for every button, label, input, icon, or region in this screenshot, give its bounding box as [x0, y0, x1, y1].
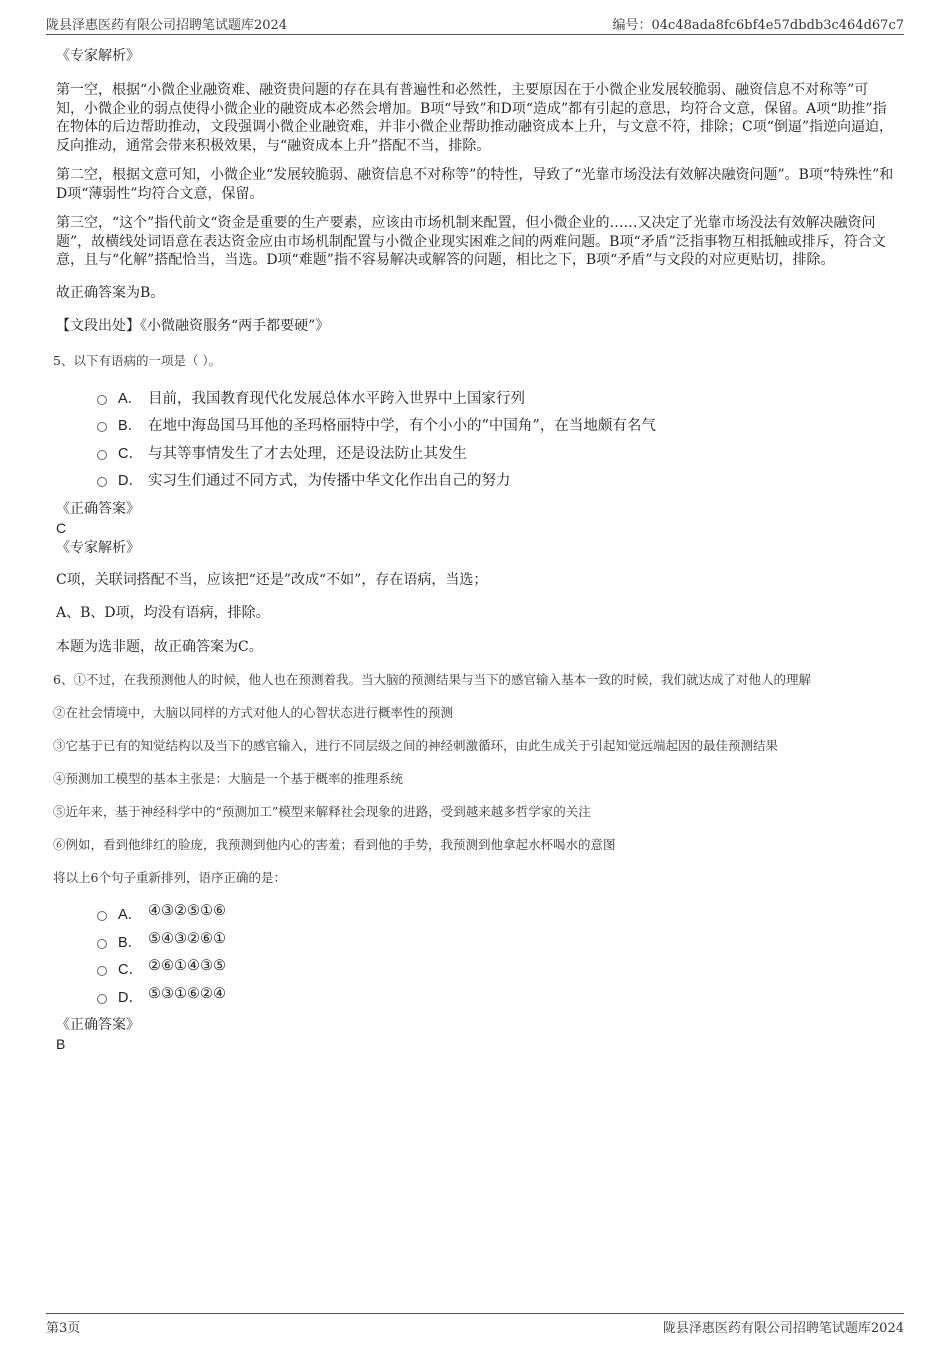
q5-analysis-para-1: C项，关联词搭配不当，应该把“还是”改成“不如”，存在语病，当选；	[56, 571, 488, 588]
option-letter: A．	[118, 390, 143, 407]
q6-sentence-5: ⑤近年来，基于神经科学中的“预测加工”模型来解释社会现象的进路，受到越来越多哲学家的关注	[53, 804, 591, 819]
radio-button[interactable]	[97, 450, 107, 460]
page-footer	[46, 1313, 904, 1334]
radio-button[interactable]	[97, 939, 107, 949]
q5-option-b[interactable]	[56, 414, 896, 442]
q6-option-b[interactable]	[56, 931, 896, 959]
option-text: 在地中海岛国马耳他的圣玛格丽特中学，有个小小的“中国角”，在当地颇有名气	[148, 418, 656, 434]
q5-option-a[interactable]	[56, 387, 896, 415]
q5-analysis-tag: 《专家解析》	[56, 539, 140, 556]
q5-option-c[interactable]	[56, 442, 896, 470]
option-text: ②⑥①④③⑤	[148, 958, 226, 974]
q5-analysis-para-2: A、B、D项，均没有语病，排除。	[56, 605, 270, 621]
option-letter: D．	[118, 989, 143, 1006]
option-text: 实习生们通过不同方式，为传播中华文化作出自己的努力	[148, 473, 511, 489]
q6-option-c[interactable]	[56, 958, 896, 986]
q6-sentence-6: ⑥例如，看到他绯红的脸庞，我预测到他内心的害羞；看到他的手势，我预测到他拿起水杯喝水的意图	[53, 837, 616, 852]
option-letter: D．	[118, 473, 143, 489]
q6-answer-tag: 《正确答案》	[56, 1017, 140, 1033]
header-title: 陇县泽惠医药有限公司招聘笔试题库2024	[46, 18, 288, 33]
q6-sentence-4: ④预测加工模型的基本主张是：大脑是一个基于概率的推理系统	[53, 771, 404, 786]
page-header	[46, 14, 904, 35]
footer-title: 陇县泽惠医药有限公司招聘笔试题库2024	[662, 1321, 904, 1336]
radio-button[interactable]	[97, 395, 107, 405]
q6-sentence-1: 6、①不过，在我预测他人的时候，他人也在预测着我。当大脑的预测结果与当下的感官输入基本一致的时候，我们就达成了对他人的理解	[53, 672, 811, 687]
q4-analysis-para-1: 第一空，根据“小微企业融资难、融资贵问题的存在具有普遍性和必然性，主要原因在于小微企业发展较脆弱、融资信息不对称等”可知，小微企业的弱点使得小微企业的融资成本必然会增加。B项“导致”和D项“造成”都有引起的意思，均符合文意，保留。A项“助推”指在物体的后边帮助推动，文段强调小微企业融资难，并非小微企业帮助推动融资成本上升，与文意不符，排除；C项“倒逼”指逆向逼迫，反向推动，通常会带来积极效果，与“融资成本上升”搭配不当，排除。	[56, 82, 894, 154]
option-text: ④③②⑤①⑥	[148, 903, 226, 919]
q6-option-d[interactable]	[56, 986, 896, 1014]
q4-analysis-para-2: 第二空，根据文意可知，小微企业“发展较脆弱、融资信息不对称等”的特性，导致了“光靠市场没法有效解决融资问题”。B项“特殊性”和D项“薄弱性”均符合文意，保留。	[56, 167, 894, 202]
page-number: 第3页	[46, 1321, 81, 1336]
radio-button[interactable]	[97, 477, 107, 487]
q4-analysis-tag: 《专家解析》	[56, 48, 140, 64]
q5-option-d[interactable]	[56, 469, 896, 497]
option-letter: B．	[118, 418, 143, 434]
q4-analysis-para-3: 第三空，“这个”指代前文“资金是重要的生产要素，应该由市场机制来配置，但小微企业的……又决定了光靠市场没法有效解决融资问题”，故横线处词语意在表达资金应由市场机制配置与小微企业现实困难之间的两难问题。B项“矛盾”泛指事物互相抵触或排斥，符合文意，且与“化解”搭配恰当，当选。D项“难题”指不容易解决或解答的问题，相比之下，B项“矛盾”与文段的对应更贴切，排除。	[56, 215, 886, 268]
q6-options	[56, 903, 896, 1013]
q6-answer: B	[56, 1036, 66, 1052]
q4-source: 【文段出处】《小微融资服务“两手都要硬”》	[56, 318, 330, 334]
q6-option-a[interactable]	[56, 903, 896, 931]
option-text: 目前，我国教育现代化发展总体水平跨入世界中上国家行列	[148, 390, 525, 407]
radio-button[interactable]	[97, 966, 107, 976]
q5-answer: C	[56, 519, 67, 536]
header-doc-id: 编号：04c48ada8fc6bf4e57dbdb3c464d67c7	[612, 18, 904, 33]
option-letter: C．	[118, 445, 143, 462]
radio-button[interactable]	[97, 422, 107, 432]
option-letter: C．	[118, 962, 143, 978]
option-letter: B．	[118, 934, 143, 951]
q5-question: 5、以下有语病的一项是（ ）。	[53, 352, 222, 368]
q6-sentence-3: ③它基于已有的知觉结构以及当下的感官输入，进行不同层级之间的神经刺激循环，由此生成关于引起知觉远端起因的最佳预测结果	[53, 738, 779, 753]
page-content	[53, 44, 896, 1053]
option-text: ⑤④③②⑥①	[148, 930, 226, 947]
q6-instruction: 将以上6个句子重新排列，语序正确的是：	[53, 870, 286, 885]
radio-button[interactable]	[97, 994, 107, 1004]
option-letter: A．	[118, 907, 143, 923]
q4-answer-line: 故正确答案为B。	[56, 284, 165, 301]
q5-answer-tag: 《正确答案》	[56, 500, 140, 517]
option-text: ⑤③①⑥②④	[148, 985, 226, 1002]
radio-button[interactable]	[97, 911, 107, 921]
q5-analysis-para-3: 本题为选非题，故正确答案为C。	[56, 638, 263, 655]
option-text: 与其等事情发生了才去处理，还是设法防止其发生	[148, 445, 467, 462]
q6-sentence-2: ②在社会情境中，大脑以同样的方式对他人的心智状态进行概率性的预测	[53, 705, 454, 720]
q5-options	[56, 387, 896, 497]
